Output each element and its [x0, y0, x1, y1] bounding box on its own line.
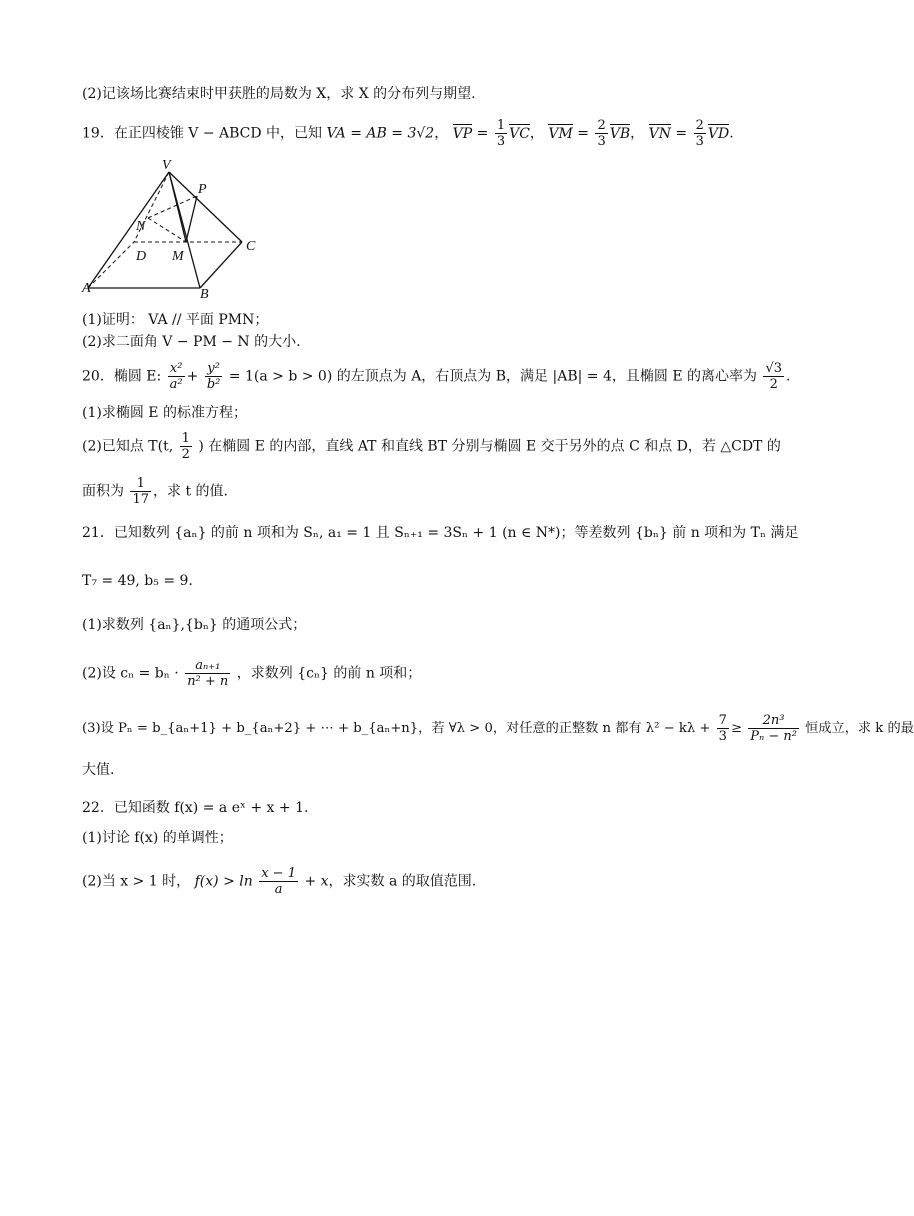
label-v: V	[162, 158, 171, 173]
q22-part1: (1)讨论 f(x) 的单调性；	[82, 830, 233, 846]
frac-half: $\frac{1}{2}$	[181, 431, 190, 462]
q21-stem: 21．已知数列 {aₙ} 的前 n 项和为 Sₙ, a₁ = 1 且 Sₙ₊₁ = 3Sₙ + 1 (n ∈ N*)；等差数列 {bₙ} 前 n 项和为 Tₙ 满足	[82, 525, 799, 541]
q21-part3: (3)设 Pₙ = b_{aₙ+1} + b_{aₙ+2} + ⋯ + b_{aₙ+n}，若 ∀λ > 0，对任意的正整数 n 都有 λ² − kλ + $\frac{7}{3}$ ≥ $\frac{\text{2n³}}{\text{Pₙ − n²}}$ 恒成立，求 k 的最	[82, 713, 914, 744]
label-c: C	[246, 239, 256, 254]
frac-p: $\frac{\text{2n³}}{\text{Pₙ − n²}}$	[750, 713, 797, 744]
frac-ln: $\frac{x - 1}{a}$	[261, 866, 296, 897]
q22-stem: 22．已知函数 f(x) = a eˣ + x + 1.	[82, 800, 309, 816]
q21-stem2: T₇ = 49, b₅ = 9.	[82, 573, 193, 589]
label-m: M	[172, 249, 184, 264]
frac-2-3a: $\frac{2}{3}$	[597, 118, 606, 149]
q20-part2: (2)已知点 T(t, $\frac{1}{2}$ ) 在椭圆 E 的内部，直线 AT 和直线 BT 分别与椭圆 E 交于另外的点 C 和点 D，若 △CDT 的	[82, 431, 781, 462]
label-p: P	[198, 182, 207, 197]
vec-vb: VB	[609, 125, 631, 142]
q19-prefix: 19．在正四棱锥 V − ABCD 中，已知	[82, 125, 323, 142]
vec-vp: VP	[452, 125, 473, 142]
frac-y2-b2: $\frac{\text{y²}}{\text{b²}}$	[206, 361, 221, 392]
frac-ecc: $\frac{√3}{2}$	[765, 361, 783, 392]
label-n: N	[136, 219, 146, 234]
q20-part1: (1)求椭圆 E 的标准方程；	[82, 405, 247, 421]
frac-1-3: $\frac{1}{3}$	[496, 118, 506, 149]
vec-vm: VM	[548, 125, 573, 142]
q21-part2: (2)设 cₙ = bₙ · $\frac{\text{aₙ₊₁}}{\text{n² + n}}$ ，求数列 {cₙ} 的前 n 项和；	[82, 658, 422, 689]
q19-part1: (1)证明： VA // 平面 PMN；	[82, 312, 269, 328]
q19-cond: VA = AB = 3√2	[326, 125, 435, 142]
q19-part2: (2)求二面角 V − PM − N 的大小.	[82, 334, 301, 350]
frac-area: $\frac{1}{17}$	[132, 476, 149, 507]
q20-part2-cont: 面积为 $\frac{1}{17}$ ，求 t 的值.	[82, 476, 228, 507]
frac-7-3: $\frac{7}{3}$	[718, 713, 727, 744]
label-a: A	[82, 281, 91, 296]
vec-vn: VN	[648, 125, 671, 142]
frac-2-3b: $\frac{2}{3}$	[695, 118, 704, 149]
pyramid-figure	[82, 158, 272, 302]
q19-stem: 19．在正四棱锥 V − ABCD 中，已知 VA = AB = 3√2， VP = $\frac{1}{3}$ VC， VM = $\frac{2}{3}$ VB， VN = $\frac{2}{3}$ VD.	[82, 118, 734, 149]
label-d: D	[136, 249, 147, 264]
frac-c: $\frac{\text{aₙ₊₁}}{\text{n² + n}}$	[187, 658, 229, 689]
vec-vd: VD	[707, 125, 730, 142]
q20-stem: 20．椭圆 E: $\frac{\text{x²}}{\text{a²}}$ + $\frac{\text{y²}}{\text{b²}}$ = 1(a > b > 0) 的左顶点为 A，右顶点为 B，满足 |AB| = 4，且椭圆 E 的离心率为 $\frac{√3}{2}$ .	[82, 361, 791, 392]
q18-part2: (2)记该场比赛结束时甲获胜的局数为 X，求 X 的分布列与期望.	[82, 86, 476, 102]
q22-part2: (2)当 x > 1 时， f(x) > ln $\frac{x - 1}{a}$ + x，求实数 a 的取值范围.	[82, 866, 477, 897]
vec-vc: VC	[509, 125, 530, 142]
frac-x2-a2: $\frac{\text{x²}}{\text{a²}}$	[169, 361, 183, 392]
q21-part3-cont: 大值.	[82, 762, 115, 778]
label-b: B	[200, 287, 209, 302]
q21-part1: (1)求数列 {aₙ},{bₙ} 的通项公式；	[82, 617, 307, 633]
